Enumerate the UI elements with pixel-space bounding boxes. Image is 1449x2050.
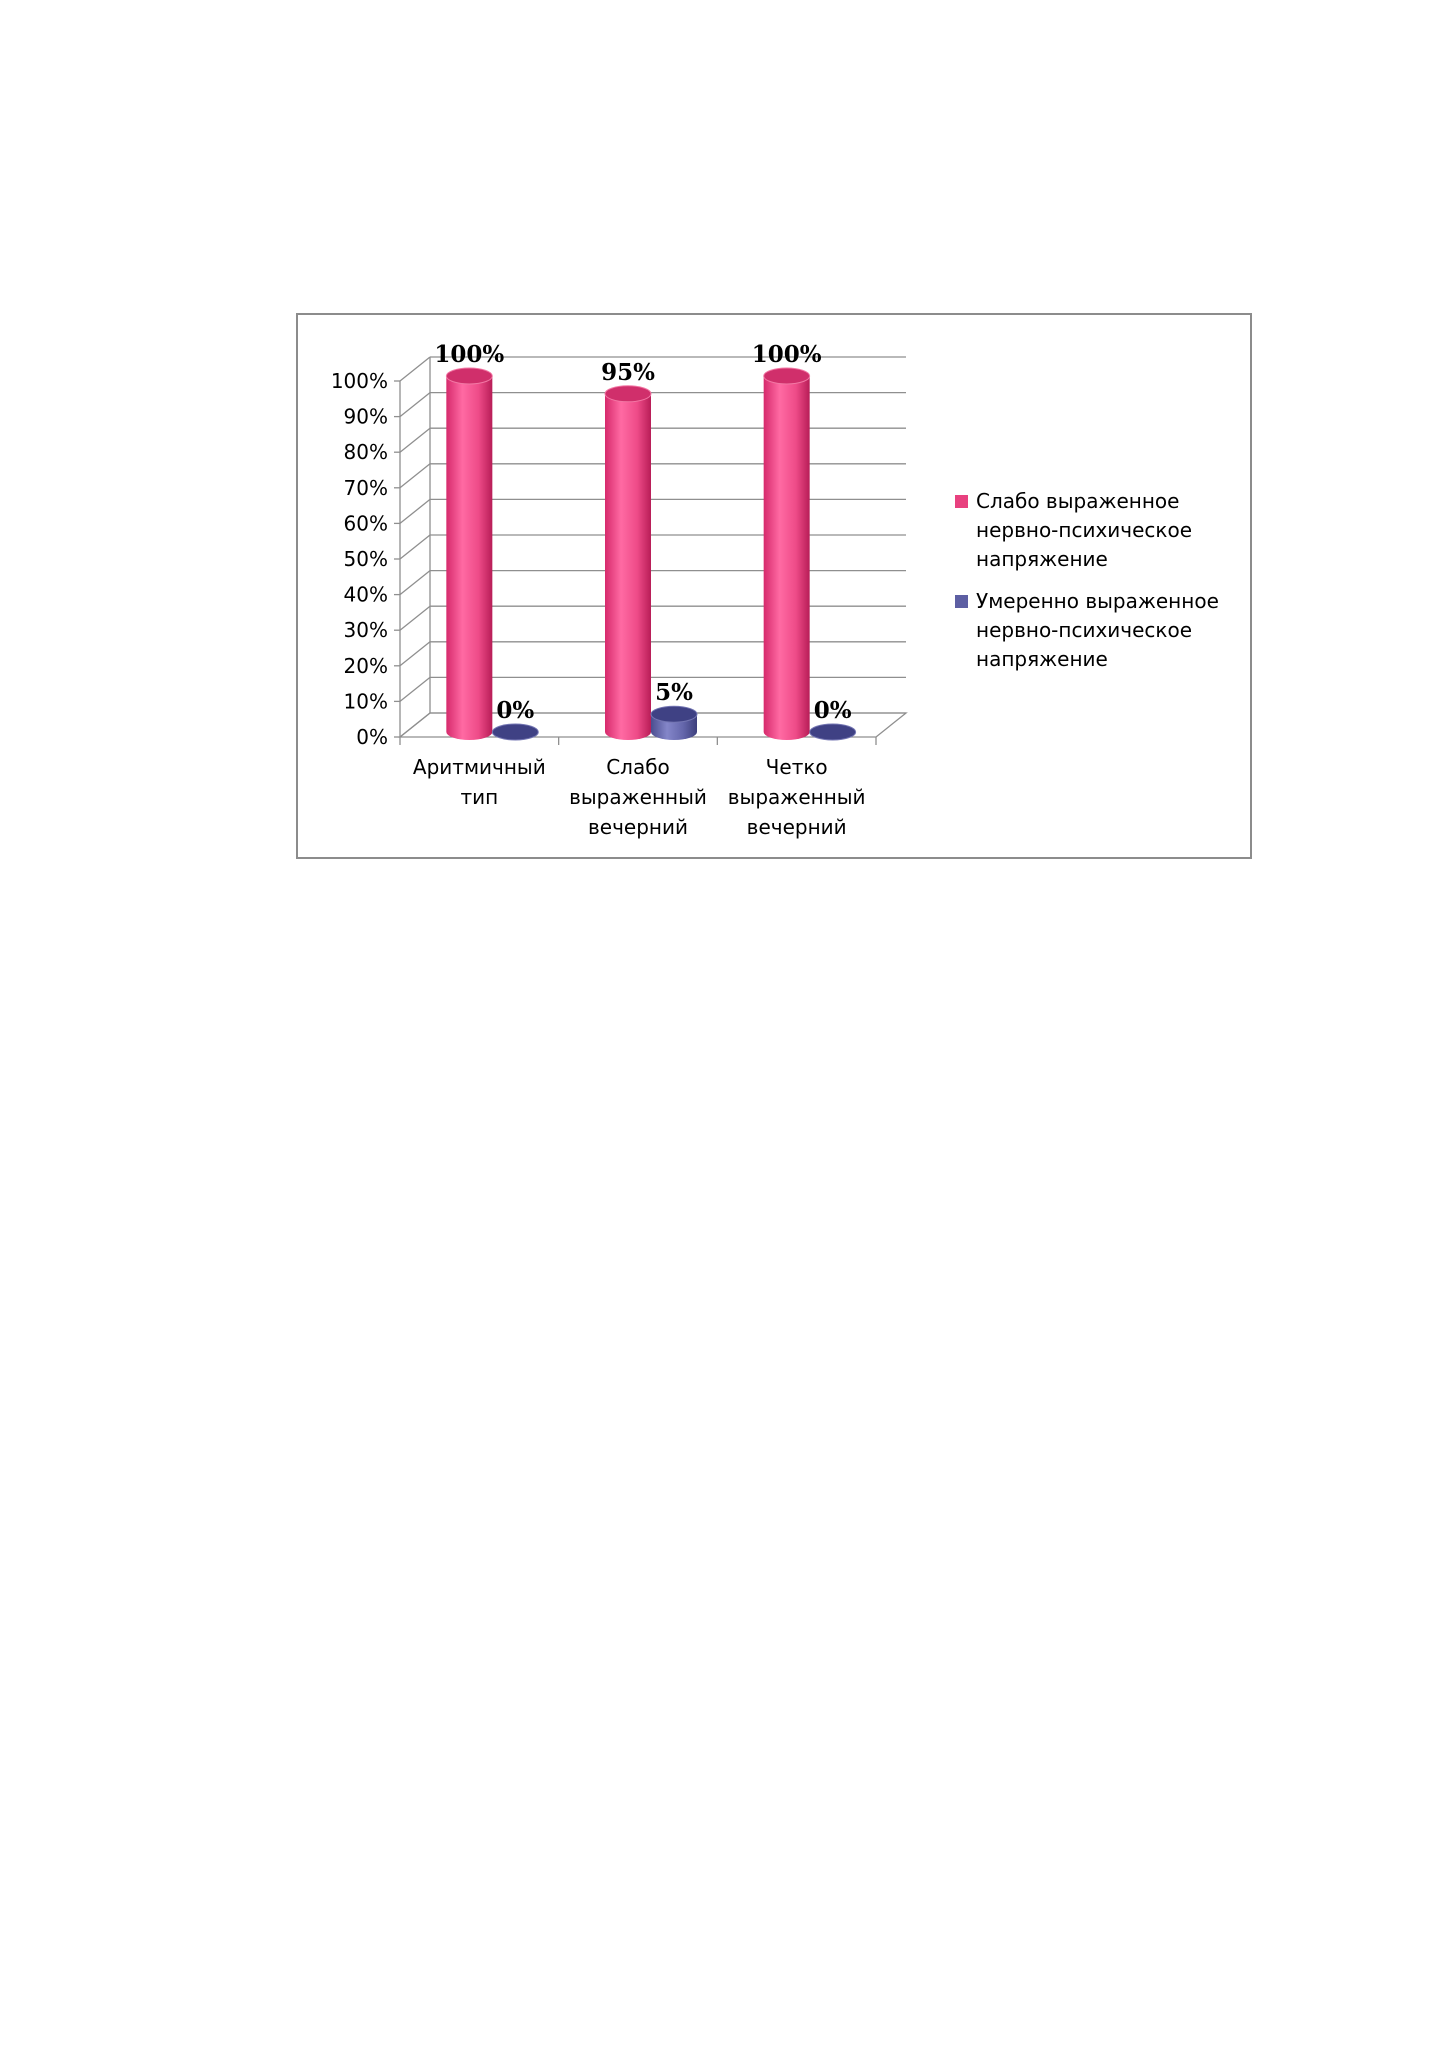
chart-frame — [296, 313, 1252, 859]
bar-1-1 — [651, 706, 697, 740]
bar-top — [764, 368, 810, 384]
bar-top — [492, 724, 538, 740]
legend-entry-line: Слабо выраженное — [976, 489, 1180, 513]
legend-entry-line: напряжение — [976, 647, 1108, 671]
legend-entry-line: Умеренно выраженное — [976, 589, 1219, 613]
bar-body — [446, 376, 492, 740]
y-tick-label: 20% — [343, 653, 388, 678]
x-category-label-line: тип — [460, 785, 499, 809]
bar-top — [651, 706, 697, 722]
data-label: 0% — [813, 697, 852, 724]
legend-swatch — [955, 495, 968, 508]
legend-entry-line: нервно-психическое — [976, 618, 1193, 642]
y-tick-label: 30% — [343, 618, 388, 643]
gridline-side — [400, 499, 430, 523]
x-category-label-line: Слабо — [606, 755, 670, 779]
y-tick-label: 10% — [343, 689, 388, 714]
bar-body — [605, 394, 651, 740]
y-tick-label: 80% — [343, 440, 388, 465]
y-tick-label: 60% — [343, 511, 388, 536]
y-tick-label: 90% — [343, 404, 388, 429]
data-label: 5% — [655, 679, 693, 707]
y-tick-label: 100% — [330, 369, 388, 393]
gridline-side — [400, 464, 430, 488]
bar-top — [810, 724, 856, 740]
y-tick-label: 40% — [343, 582, 388, 607]
bar-1-0 — [492, 724, 538, 740]
bar-top — [605, 386, 651, 402]
x-category-label — [728, 755, 866, 839]
gridline-side — [400, 571, 430, 595]
bar-top — [446, 368, 492, 384]
bars-layer — [446, 368, 855, 740]
legend-entry-line: нервно-психическое — [976, 518, 1193, 542]
bar-body — [764, 376, 810, 740]
bar-0-2 — [764, 368, 810, 740]
x-category-label-line: Аритмичный — [412, 755, 546, 779]
legend-entry-line: напряжение — [976, 547, 1108, 571]
legend-entry — [976, 589, 1219, 671]
data-label: 95% — [601, 358, 655, 386]
data-label: 0% — [496, 697, 535, 724]
gridline-side — [400, 428, 430, 452]
x-category-label — [413, 755, 546, 809]
x-category-label-line: вечерний — [746, 815, 847, 839]
x-category-label-line: выраженный — [727, 785, 866, 809]
data-label: 100% — [751, 341, 822, 368]
data-label: 100% — [434, 341, 505, 368]
x-category-label — [569, 755, 707, 839]
legend-entry — [976, 489, 1192, 571]
bar-0-0 — [446, 368, 492, 740]
x-category-label-line: вечерний — [588, 815, 688, 839]
gridline-side — [400, 677, 430, 701]
bar-0-1 — [605, 386, 651, 740]
gridline-side — [400, 606, 430, 630]
gridline-side — [400, 393, 430, 417]
gridline-side — [400, 357, 430, 381]
gridline-side — [400, 535, 430, 559]
y-tick-label: 0% — [356, 725, 388, 749]
bar-1-2 — [810, 724, 856, 740]
chart-svg — [298, 315, 1254, 861]
x-category-label-line: выраженный — [569, 785, 707, 809]
y-tick-label: 50% — [343, 547, 388, 571]
x-category-label-line: Четко — [765, 755, 828, 779]
gridline-side — [400, 642, 430, 666]
y-tick-label: 70% — [343, 475, 388, 500]
legend-swatch — [955, 595, 968, 608]
legend — [955, 489, 1219, 671]
